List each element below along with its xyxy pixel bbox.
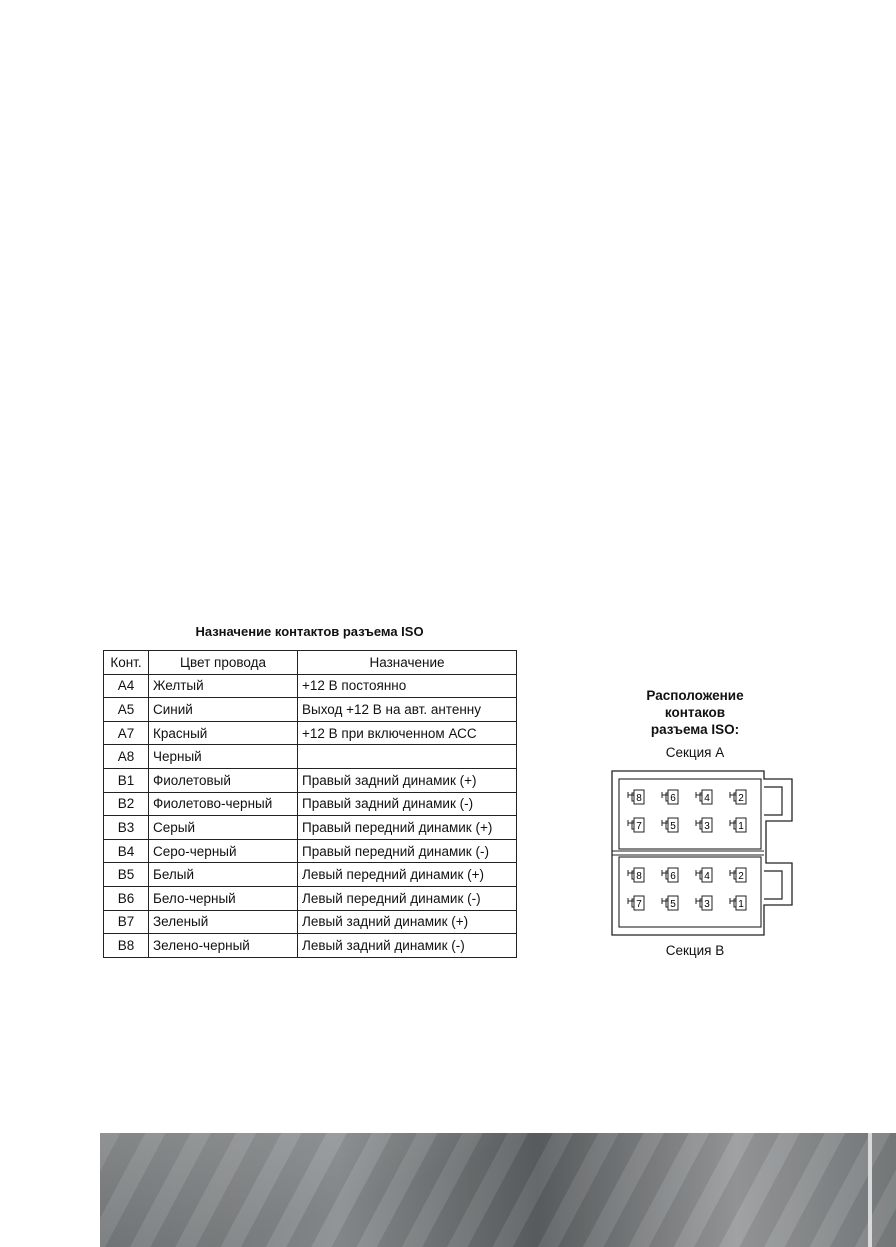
function-cell (298, 745, 517, 769)
section-b-label: Секция В (665, 943, 725, 958)
table-row (104, 792, 517, 816)
function-cell: +12 В постоянно (298, 674, 517, 698)
function-cell: Правый задний динамик (-) (298, 792, 517, 816)
table-title: Назначение контактов разъема ISO (195, 624, 424, 639)
pin-cell: B5 (104, 863, 149, 887)
pin-cell: A7 (104, 721, 149, 745)
wire-color-cell: Черный (149, 745, 298, 769)
table-row (104, 816, 517, 840)
pin-cell: B1 (104, 768, 149, 792)
pin-cell: B6 (104, 886, 149, 910)
pin-number: 8 (636, 793, 642, 804)
pin-cell: B2 (104, 792, 149, 816)
function-cell: Правый передний динамик (+) (298, 816, 517, 840)
table-row (104, 863, 517, 887)
table-row (104, 674, 517, 698)
wire-color-cell: Синий (149, 698, 298, 722)
wire-color-cell: Белый (149, 863, 298, 887)
pin-number: 4 (704, 793, 710, 804)
function-cell: Левый задний динамик (-) (298, 934, 517, 958)
header-function: Назначение (298, 651, 517, 675)
iso-connector-diagram (600, 765, 800, 943)
wire-color-cell: Серо-черный (149, 839, 298, 863)
table-row (104, 721, 517, 745)
connector-title-line: разъема ISO: (650, 722, 740, 737)
wire-color-cell: Бело-черный (149, 886, 298, 910)
pin-number: 3 (704, 821, 710, 832)
function-cell: Левый передний динамик (+) (298, 863, 517, 887)
pin-number: 1 (738, 899, 744, 910)
section-a-label: Секция А (665, 745, 725, 760)
header-pin: Конт. (104, 651, 149, 675)
pin-cell: B4 (104, 839, 149, 863)
pin-cell: A4 (104, 674, 149, 698)
function-cell: Левый передний динамик (-) (298, 886, 517, 910)
connector-key-top (764, 787, 782, 815)
wire-color-cell: Зелено-черный (149, 934, 298, 958)
pin-number: 7 (636, 821, 642, 832)
connector-title-line: Расположение (646, 688, 744, 703)
pin-number: 8 (636, 871, 642, 882)
wire-color-cell: Фиолетово-черный (149, 792, 298, 816)
pin-number: 4 (704, 871, 710, 882)
function-cell: Выход +12 В на авт. антенну (298, 698, 517, 722)
wire-color-cell: Зеленый (149, 910, 298, 934)
pin-number: 7 (636, 899, 642, 910)
pin-cell: A5 (104, 698, 149, 722)
wire-color-cell: Фиолетовый (149, 768, 298, 792)
connector-key-bottom (764, 871, 782, 899)
pin-cell: B7 (104, 910, 149, 934)
table-row (104, 910, 517, 934)
connector-title-line: контаков (664, 705, 726, 720)
wire-color-cell: Серый (149, 816, 298, 840)
header-wire-color: Цвет провода (149, 651, 298, 675)
pin-number: 2 (738, 871, 744, 882)
footer-strip (868, 1133, 872, 1247)
table-row (104, 886, 517, 910)
function-cell: Левый задний динамик (+) (298, 910, 517, 934)
pin-cell: A8 (104, 745, 149, 769)
pin-cell: B3 (104, 816, 149, 840)
pin-number: 5 (670, 899, 676, 910)
function-cell: +12 В при включенном АСС (298, 721, 517, 745)
pin-number: 2 (738, 793, 744, 804)
pin-number: 6 (670, 871, 676, 882)
table-row (104, 768, 517, 792)
connector-title (610, 687, 780, 738)
function-cell: Правый передний динамик (-) (298, 839, 517, 863)
pin-number: 6 (670, 793, 676, 804)
table-row (104, 698, 517, 722)
wire-color-cell: Желтый (149, 674, 298, 698)
pin-number: 3 (704, 899, 710, 910)
table-row (104, 839, 517, 863)
function-cell: Правый задний динамик (+) (298, 768, 517, 792)
pin-assignment-table (103, 650, 517, 958)
wire-color-cell: Красный (149, 721, 298, 745)
pin-cell: B8 (104, 934, 149, 958)
footer-photo-band (100, 1133, 896, 1247)
pin-number: 1 (738, 821, 744, 832)
table-header-row (104, 651, 517, 675)
table-row (104, 934, 517, 958)
table-row (104, 745, 517, 769)
pin-number: 5 (670, 821, 676, 832)
